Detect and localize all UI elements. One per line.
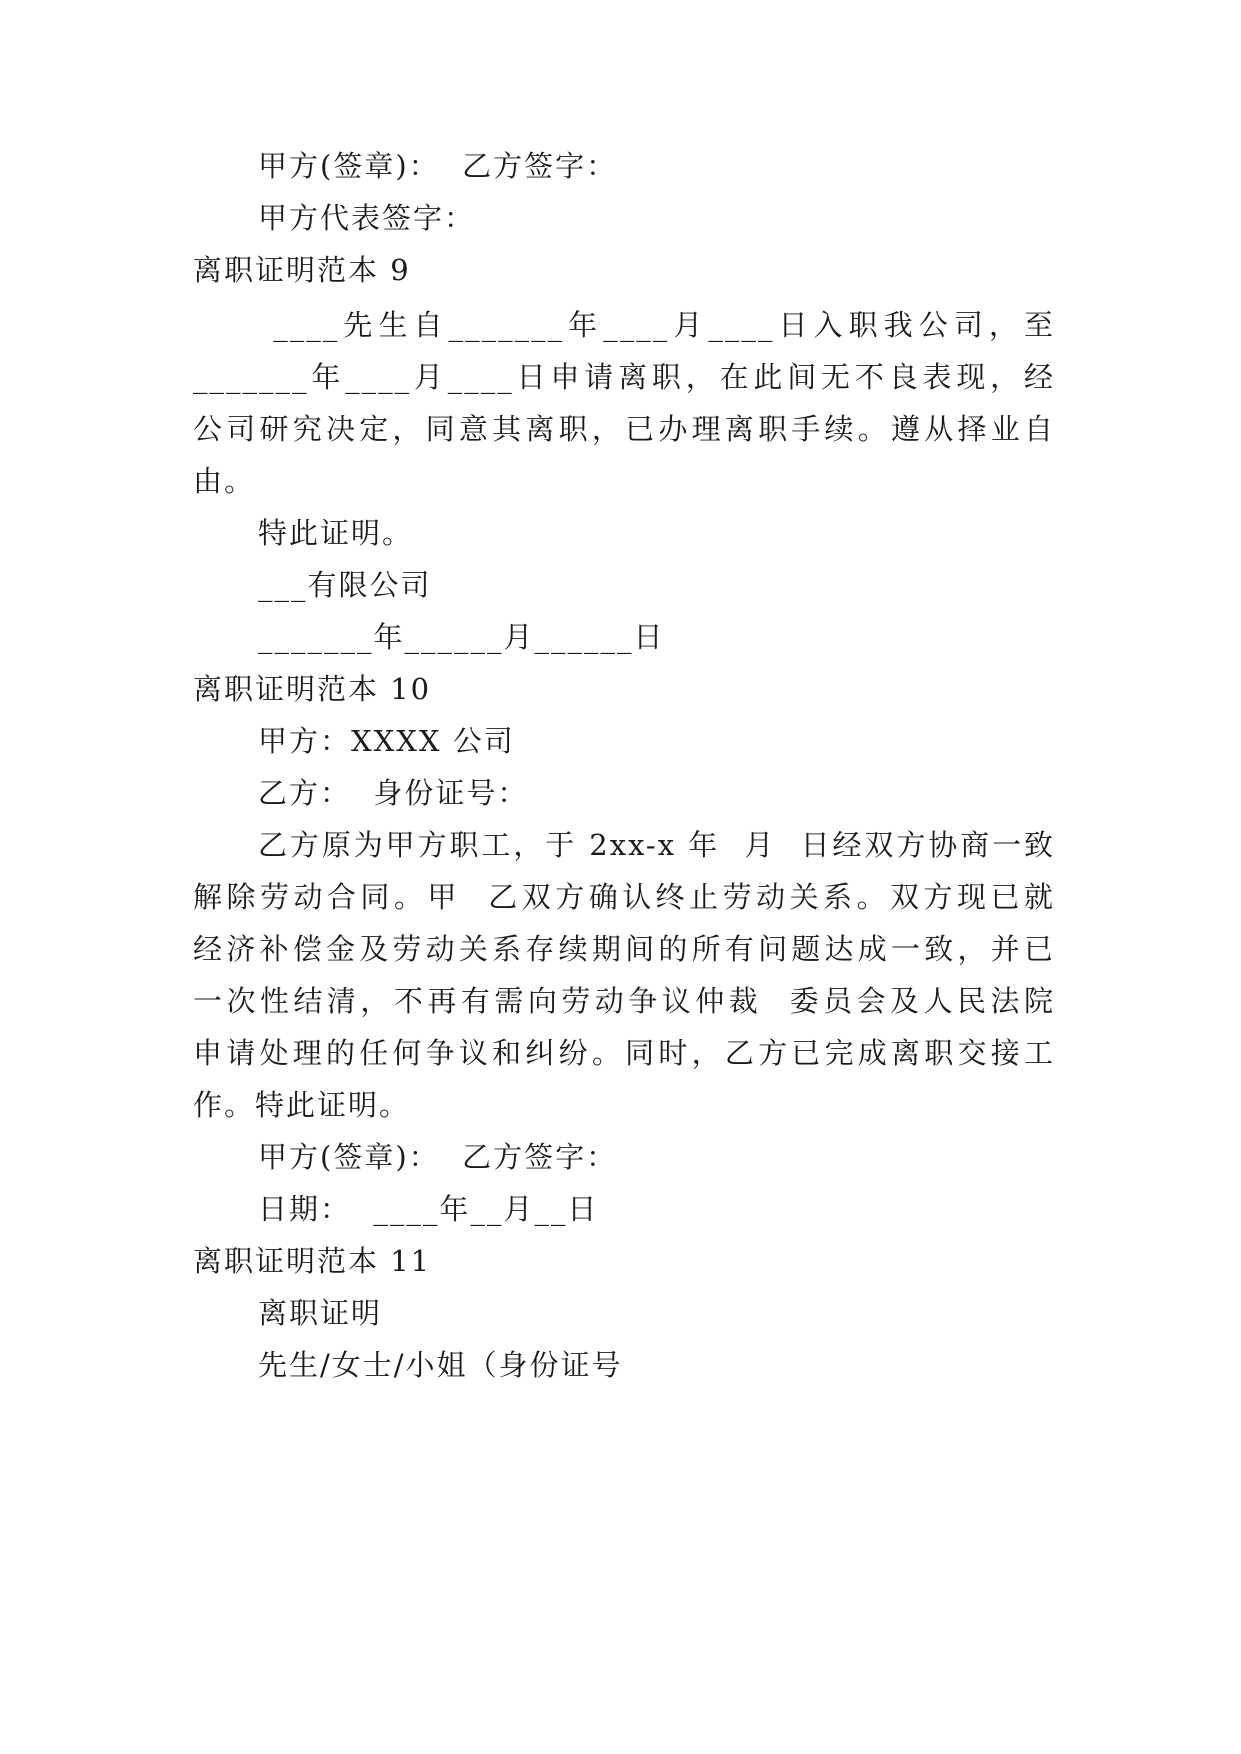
sample-11-line: 先生/女士/小姐（身份证号 [258,1348,623,1382]
sample-10-heading: 离职证明范本 10 [193,672,432,706]
sample-11-heading: 离职证明范本 11 [193,1244,432,1278]
sample-9-certify: 特此证明。 [258,516,414,550]
sample-9-heading: 离职证明范本 9 [193,253,411,287]
sample-9-paragraph-line: 公司研究决定，同意其离职，已办理离职手续。遵从择业自 [193,412,1055,446]
sample-9-paragraph-line: ____先生自_______年____月____日入职我公司，至 [258,308,1055,342]
sample-10-party-a: 甲方：XXXX 公司 [258,724,515,758]
party-a-seal-line: 甲方(签章)： 乙方签字： [258,149,618,183]
sample-10-signatures: 甲方(签章)： 乙方签字： [258,1140,618,1174]
party-a-rep-line: 甲方代表签字： [258,201,476,235]
sample-9-paragraph-line: 由。 [193,464,256,498]
sample-10-paragraph-line: 申请处理的任何争议和纠纷。同时，乙方已完成离职交接工 [193,1036,1055,1070]
sample-10-paragraph-line: 经济补偿金及劳动关系存续期间的所有问题达成一致，并已 [193,932,1055,966]
sample-11-title: 离职证明 [258,1296,383,1330]
sample-10-party-b: 乙方： 身份证号： [258,776,529,810]
sample-10-date: 日期： ____年__月__日 [258,1192,599,1226]
sample-10-paragraph-line: 解除劳动合同。甲 乙双方确认终止劳动关系。双方现已就 [193,880,1055,914]
sample-9-date: _______年______月______日 [258,620,665,654]
sample-10-paragraph-line: 一次性结清，不再有需向劳动争议仲裁 委员会及人民法院 [193,984,1055,1018]
sample-9-paragraph-line: _______年____月____日申请离职，在此间无不良表现，经 [193,360,1055,394]
sample-10-paragraph-line: 作。特此证明。 [193,1088,411,1122]
sample-9-company: ___有限公司 [258,568,432,602]
sample-10-paragraph-line: 乙方原为甲方职工，于 2xx-x 年 月 日经双方协商一致 [258,828,1055,862]
